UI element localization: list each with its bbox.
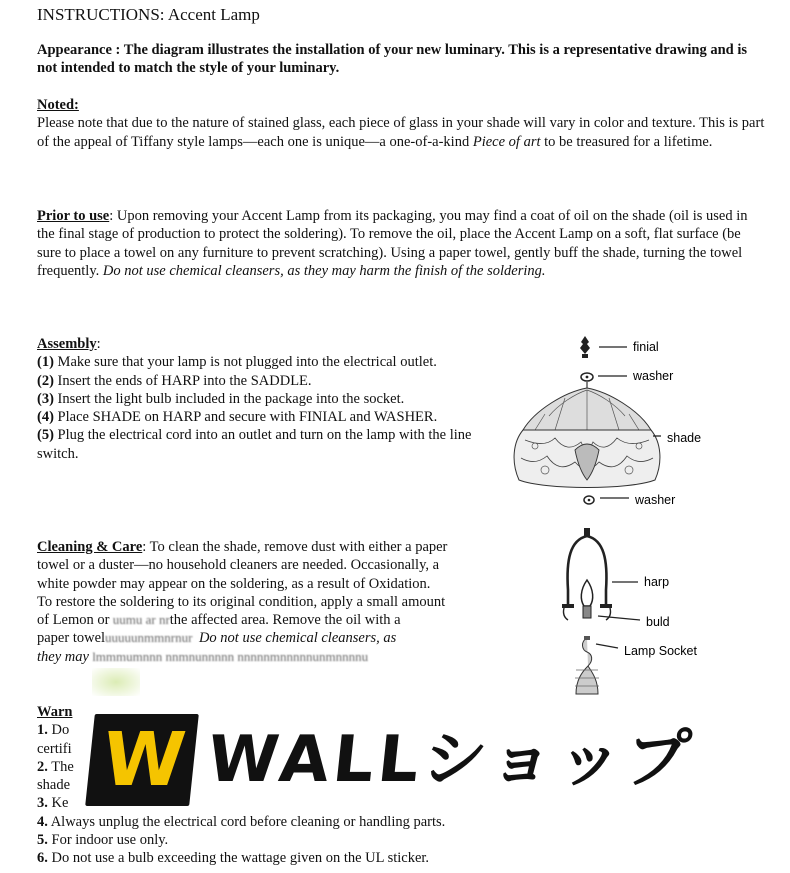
assembly-step xyxy=(37,426,507,463)
warning-text: For indoor use only. xyxy=(47,832,169,849)
shade-icon xyxy=(514,382,660,488)
cleaning-line: white powder may appear on the soldering, as a result of Oxidation. xyxy=(37,575,431,592)
noted-text xyxy=(37,114,767,151)
cleaning-italic: Do not use chemical cleansers, as xyxy=(198,630,397,647)
warning-text: Always unplug the electrical cord before cleaning or handling parts. xyxy=(47,813,446,830)
cleaning-line: of Lemon or xyxy=(37,612,110,629)
prior-label: Prior to use xyxy=(37,208,110,224)
cleaning-line: To restore the soldering to its original condition, apply a small amount xyxy=(37,593,446,610)
step-text: Plug the electrical cord into an outlet and turn on the lamp with the line switch. xyxy=(37,427,472,462)
cleaning-line: towel or a duster—no household cleaners are needed. Occasionally, a xyxy=(37,557,440,574)
harp-socket-diagram xyxy=(540,520,720,710)
cleaning-line: paper towel xyxy=(37,630,106,647)
bulb-icon xyxy=(581,580,592,618)
warning-number: 6. xyxy=(37,850,48,867)
warning-number: 1. xyxy=(37,722,48,739)
warning-text: The xyxy=(47,758,74,775)
cleaning-section xyxy=(37,538,507,666)
lamp-socket-label: Lamp Socket xyxy=(624,644,697,658)
step-number: (3) xyxy=(37,390,54,407)
wall-shop-watermark xyxy=(90,708,758,812)
cleaning-line: the affected area. Remove the oil with a xyxy=(169,612,401,629)
prior-text: : Upon removing your Accent Lamp from its packaging, you may find a coat of oil on the shade (oil is used in the final stage of production to protect the soldering). To remove the oil, place the Accent Lamp on a soft, flat surface (be sure to place a towel on any furniture to prevent scratching). Using a paper towel, gently buff the shade, turning the towel frequently. xyxy=(37,208,748,279)
warning-text: Do not use a bulb exceeding the wattage given on the UL sticker. xyxy=(47,850,430,867)
assembly-step xyxy=(37,408,507,426)
bulb-label: buld xyxy=(646,615,670,629)
warning-text: Ke xyxy=(47,795,69,812)
noted-text-part1: Please note that due to the nature of stained glass, each piece of glass in your shade will vary in color and texture. This is part of the appeal of Tiffany style lamps—each one is unique—a one-of-a-kind xyxy=(37,115,765,150)
assembly-step xyxy=(37,372,507,390)
warning-item xyxy=(37,813,507,831)
watermark-text: WALLショップ xyxy=(204,723,698,797)
step-text: Make sure that your lamp is not plugged into the electrical outlet. xyxy=(53,354,437,371)
warnings-label: Warn xyxy=(37,704,73,720)
washer-bottom-icon xyxy=(584,496,594,504)
shade-label: shade xyxy=(667,431,702,445)
harp-label: harp xyxy=(644,575,670,589)
cleaning-italic: they may xyxy=(37,648,89,665)
step-number: (1) xyxy=(37,354,54,371)
warning-text: Do xyxy=(47,722,70,739)
noted-italic: Piece of art xyxy=(472,133,541,150)
watermark-w-logo xyxy=(85,714,199,806)
step-text: Insert the light bulb included in the package into the socket. xyxy=(53,390,405,407)
warning-text: certifi xyxy=(37,740,72,757)
appearance-paragraph: Appearance : The diagram illustrates the installation of your new luminary. This is a representative drawing and is not intended to match the style of your luminary. xyxy=(37,42,748,77)
washer-top-label: washer xyxy=(633,369,674,383)
step-text: Insert the ends of HARP into the SADDLE. xyxy=(53,372,312,389)
warning-number: 4. xyxy=(37,813,48,830)
finial-icon xyxy=(580,336,590,358)
noted-text-part2: to be treasured for a lifetime. xyxy=(540,133,713,150)
page-title: INSTRUCTIONS: Accent Lamp xyxy=(37,5,260,24)
warning-item xyxy=(37,831,507,849)
assembly-colon: : xyxy=(96,336,101,352)
blurred-text: lmmmumnnn nnmnunnnnn nnnnnmnnnnnunmnnnnu xyxy=(88,648,369,664)
smudge-mark xyxy=(92,668,140,696)
warning-text: shade xyxy=(37,777,71,794)
step-text: Place SHADE on HARP and secure with FINIAL and WASHER. xyxy=(53,409,438,426)
assembly-step xyxy=(37,390,507,408)
warning-item xyxy=(37,849,507,867)
assembly-section xyxy=(37,335,507,463)
finial-label: finial xyxy=(633,340,659,354)
shade-assembly-diagram xyxy=(505,330,745,515)
prior-italic: Do not use chemical cleansers, as they may harm the finish of the soldering. xyxy=(102,262,546,279)
noted-label: Noted: xyxy=(37,97,79,113)
assembly-label: Assembly xyxy=(37,336,97,352)
blurred-text: uuuuunmmnrnur xyxy=(105,630,199,646)
step-number: (5) xyxy=(37,427,54,444)
warning-number: 5. xyxy=(37,832,48,849)
watermark-w-letter: W xyxy=(98,717,186,803)
noted-section xyxy=(37,96,767,151)
warning-number: 3. xyxy=(37,795,48,812)
cleaning-line: : To clean the shade, remove dust with either a paper xyxy=(142,539,448,555)
assembly-step xyxy=(37,353,507,371)
washer-top-icon xyxy=(581,373,593,381)
step-number: (2) xyxy=(37,372,54,389)
prior-to-use-section xyxy=(37,207,767,280)
step-number: (4) xyxy=(37,409,54,426)
lamp-socket-icon xyxy=(575,636,599,694)
blurred-text: uumu ar nr xyxy=(109,612,170,628)
warning-number: 2. xyxy=(37,758,48,775)
cleaning-label: Cleaning & Care xyxy=(37,539,143,555)
washer-bottom-label: washer xyxy=(635,493,676,507)
